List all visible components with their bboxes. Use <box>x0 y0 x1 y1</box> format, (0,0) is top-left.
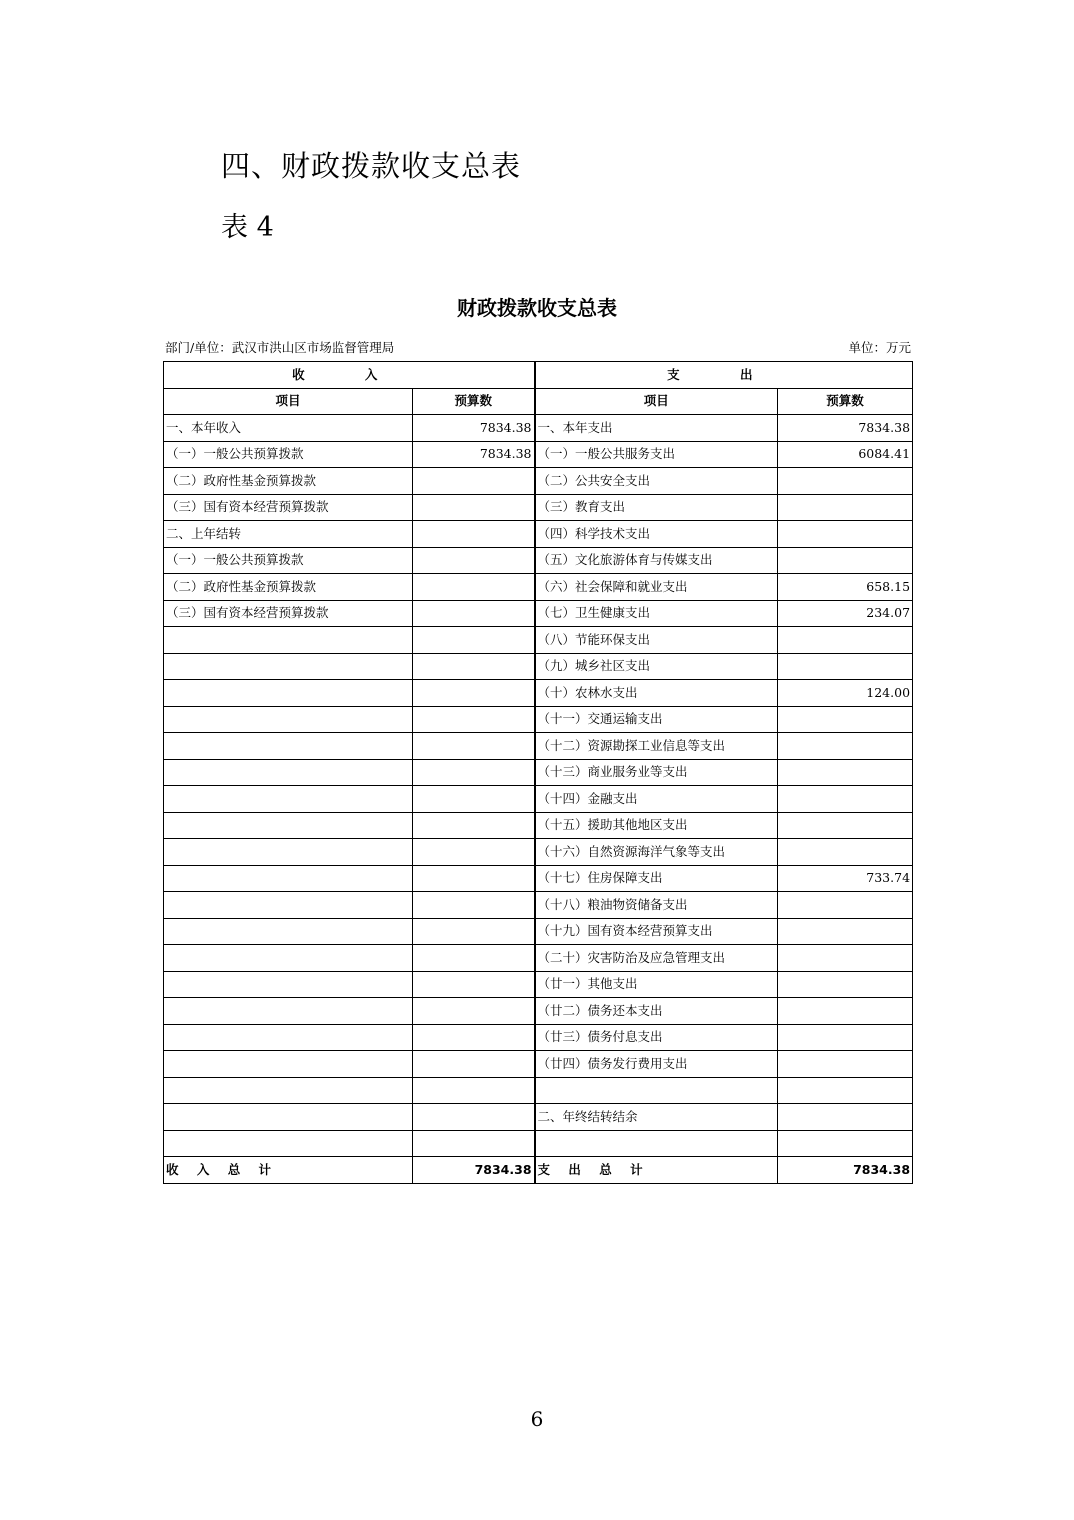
income-item-cell <box>164 680 413 707</box>
expense-item-cell: （十九）国有资本经营预算支出 <box>535 918 778 945</box>
table-row <box>164 918 913 945</box>
expense-item-cell: （九）城乡社区支出 <box>535 653 778 680</box>
income-item-cell <box>164 786 413 813</box>
expense-item-cell: （五）文化旅游体育与传媒支出 <box>535 547 778 574</box>
income-budget-cell <box>413 1051 535 1078</box>
expense-budget-cell: 733.74 <box>778 865 913 892</box>
table-row <box>164 441 913 468</box>
expense-item-cell: （二）公共安全支出 <box>535 468 778 495</box>
expense-item-cell: 二、年终结转结余 <box>535 1104 778 1131</box>
expense-item-cell: （十七）住房保障支出 <box>535 865 778 892</box>
income-budget-cell <box>413 521 535 548</box>
expense-item-cell: （六）社会保障和就业支出 <box>535 574 778 601</box>
income-budget-cell <box>413 786 535 813</box>
expense-budget-cell <box>778 1130 913 1157</box>
income-budget-cell <box>413 627 535 654</box>
table-row <box>164 574 913 601</box>
page-number: 6 <box>530 1407 544 1431</box>
income-item-cell: （一）一般公共预算拨款 <box>164 547 413 574</box>
expense-item-cell: （二十）灾害防治及应急管理支出 <box>535 945 778 972</box>
expense-item-cell: （廿二）债务还本支出 <box>535 998 778 1025</box>
group-header-row <box>164 362 913 389</box>
income-budget-cell <box>413 468 535 495</box>
expense-budget-cell <box>778 706 913 733</box>
expense-item-cell: （十八）粮油物资储备支出 <box>535 892 778 919</box>
expense-item-cell: （十一）交通运输支出 <box>535 706 778 733</box>
table-row <box>164 627 913 654</box>
table-row <box>164 521 913 548</box>
expense-group-header: 支 出 <box>535 362 913 389</box>
table-row <box>164 653 913 680</box>
expense-item-cell: （十五）援助其他地区支出 <box>535 812 778 839</box>
expense-budget-cell <box>778 653 913 680</box>
expense-item-cell: （十二）资源勘探工业信息等支出 <box>535 733 778 760</box>
income-item-cell: （二）政府性基金预算拨款 <box>164 574 413 601</box>
expense-budget-cell <box>778 1024 913 1051</box>
expense-budget-cell <box>778 945 913 972</box>
expense-item-cell: 一、本年支出 <box>535 415 778 442</box>
income-budget-cell <box>413 494 535 521</box>
expense-budget-cell <box>778 998 913 1025</box>
expense-budget-cell <box>778 468 913 495</box>
department-label: 部门/单位：武汉市洪山区市场监督管理局 <box>165 340 395 355</box>
income-item-cell <box>164 706 413 733</box>
income-item-cell: 二、上年结转 <box>164 521 413 548</box>
income-item-cell <box>164 812 413 839</box>
expense-item-cell <box>535 1077 778 1104</box>
income-item-cell <box>164 1077 413 1104</box>
income-item-cell <box>164 1051 413 1078</box>
income-item-cell <box>164 865 413 892</box>
expense-total-label: 支 出 总 计 <box>535 1157 778 1184</box>
expense-budget-cell <box>778 521 913 548</box>
expense-budget-cell <box>778 1104 913 1131</box>
expense-budget-cell <box>778 892 913 919</box>
income-group-header: 收 入 <box>164 362 535 389</box>
income-budget-cell <box>413 998 535 1025</box>
expense-budget-cell: 7834.38 <box>778 415 913 442</box>
expense-item-cell: （十三）商业服务业等支出 <box>535 759 778 786</box>
income-item-cell <box>164 892 413 919</box>
table-number: 表 4 <box>221 212 274 243</box>
income-budget-cell <box>413 547 535 574</box>
income-budget-cell <box>413 892 535 919</box>
expense-item-cell: （十四）金融支出 <box>535 786 778 813</box>
table-row <box>164 494 913 521</box>
expense-budget-cell: 658.15 <box>778 574 913 601</box>
table-row <box>164 786 913 813</box>
expense-item-cell: （三）教育支出 <box>535 494 778 521</box>
expense-budget-cell <box>778 1051 913 1078</box>
income-budget-cell <box>413 918 535 945</box>
income-item-cell <box>164 918 413 945</box>
income-budget-cell <box>413 839 535 866</box>
expense-item-cell: （廿一）其他支出 <box>535 971 778 998</box>
income-budget-cell <box>413 653 535 680</box>
income-item-cell: （三）国有资本经营预算拨款 <box>164 494 413 521</box>
income-budget-cell: 7834.38 <box>413 441 535 468</box>
income-budget-cell <box>413 759 535 786</box>
income-budget-cell <box>413 945 535 972</box>
table-row <box>164 706 913 733</box>
expense-budget-header: 预算数 <box>778 388 913 415</box>
expense-budget-cell: 6084.41 <box>778 441 913 468</box>
expense-item-cell <box>535 1130 778 1157</box>
totals-row <box>164 1157 913 1184</box>
table-row <box>164 1077 913 1104</box>
income-budget-cell <box>413 1077 535 1104</box>
page-heading: 四、财政拨款收支总表 <box>221 149 522 183</box>
income-budget-cell <box>413 1130 535 1157</box>
expense-budget-cell <box>778 812 913 839</box>
expense-item-cell: （四）科学技术支出 <box>535 521 778 548</box>
table-row <box>164 1051 913 1078</box>
expense-item-cell: （八）节能环保支出 <box>535 627 778 654</box>
expense-budget-cell: 124.00 <box>778 680 913 707</box>
table-title: 财政拨款收支总表 <box>457 296 617 320</box>
income-item-cell <box>164 733 413 760</box>
income-budget-cell <box>413 706 535 733</box>
table-row <box>164 892 913 919</box>
expense-item-header: 项目 <box>535 388 778 415</box>
expense-budget-cell <box>778 759 913 786</box>
table-row <box>164 600 913 627</box>
expense-budget-cell <box>778 839 913 866</box>
expense-item-cell: （廿三）债务付息支出 <box>535 1024 778 1051</box>
income-budget-header: 预算数 <box>413 388 535 415</box>
table-row <box>164 865 913 892</box>
income-budget-cell <box>413 865 535 892</box>
expense-budget-cell <box>778 733 913 760</box>
expense-budget-cell <box>778 786 913 813</box>
table-row <box>164 547 913 574</box>
income-budget-cell <box>413 680 535 707</box>
income-total-value: 7834.38 <box>413 1157 535 1184</box>
expense-item-cell: （十六）自然资源海洋气象等支出 <box>535 839 778 866</box>
table-row <box>164 468 913 495</box>
expense-item-cell: （廿四）债务发行费用支出 <box>535 1051 778 1078</box>
table-row <box>164 733 913 760</box>
income-item-cell <box>164 971 413 998</box>
income-item-cell <box>164 1024 413 1051</box>
income-item-header: 项目 <box>164 388 413 415</box>
table-row <box>164 812 913 839</box>
income-item-cell <box>164 759 413 786</box>
income-budget-cell: 7834.38 <box>413 415 535 442</box>
income-item-cell <box>164 839 413 866</box>
expense-budget-cell: 234.07 <box>778 600 913 627</box>
table-row <box>164 971 913 998</box>
table-row <box>164 945 913 972</box>
expense-item-cell: （十）农林水支出 <box>535 680 778 707</box>
column-header-row <box>164 388 913 415</box>
income-item-cell <box>164 1130 413 1157</box>
expense-budget-cell <box>778 918 913 945</box>
income-budget-cell <box>413 574 535 601</box>
expense-item-cell: （一）一般公共服务支出 <box>535 441 778 468</box>
table-row <box>164 1130 913 1157</box>
expense-budget-cell <box>778 547 913 574</box>
income-item-cell: （二）政府性基金预算拨款 <box>164 468 413 495</box>
income-budget-cell <box>413 733 535 760</box>
table-row <box>164 415 913 442</box>
table-row <box>164 998 913 1025</box>
unit-label: 单位：万元 <box>848 340 911 355</box>
income-item-cell: （三）国有资本经营预算拨款 <box>164 600 413 627</box>
budget-table <box>163 361 913 1184</box>
expense-total-value: 7834.38 <box>778 1157 913 1184</box>
table-row <box>164 839 913 866</box>
table-row <box>164 1024 913 1051</box>
expense-budget-cell <box>778 494 913 521</box>
table-row <box>164 680 913 707</box>
income-item-cell <box>164 945 413 972</box>
income-item-cell: （一）一般公共预算拨款 <box>164 441 413 468</box>
table-row <box>164 759 913 786</box>
expense-budget-cell <box>778 627 913 654</box>
income-item-cell <box>164 998 413 1025</box>
expense-budget-cell <box>778 971 913 998</box>
table-row <box>164 1104 913 1131</box>
income-budget-cell <box>413 1104 535 1131</box>
income-item-cell: 一、本年收入 <box>164 415 413 442</box>
income-budget-cell <box>413 600 535 627</box>
income-budget-cell <box>413 971 535 998</box>
income-budget-cell <box>413 1024 535 1051</box>
income-item-cell <box>164 1104 413 1131</box>
expense-budget-cell <box>778 1077 913 1104</box>
income-item-cell <box>164 627 413 654</box>
income-total-label: 收 入 总 计 <box>164 1157 413 1184</box>
income-budget-cell <box>413 812 535 839</box>
income-item-cell <box>164 653 413 680</box>
expense-item-cell: （七）卫生健康支出 <box>535 600 778 627</box>
